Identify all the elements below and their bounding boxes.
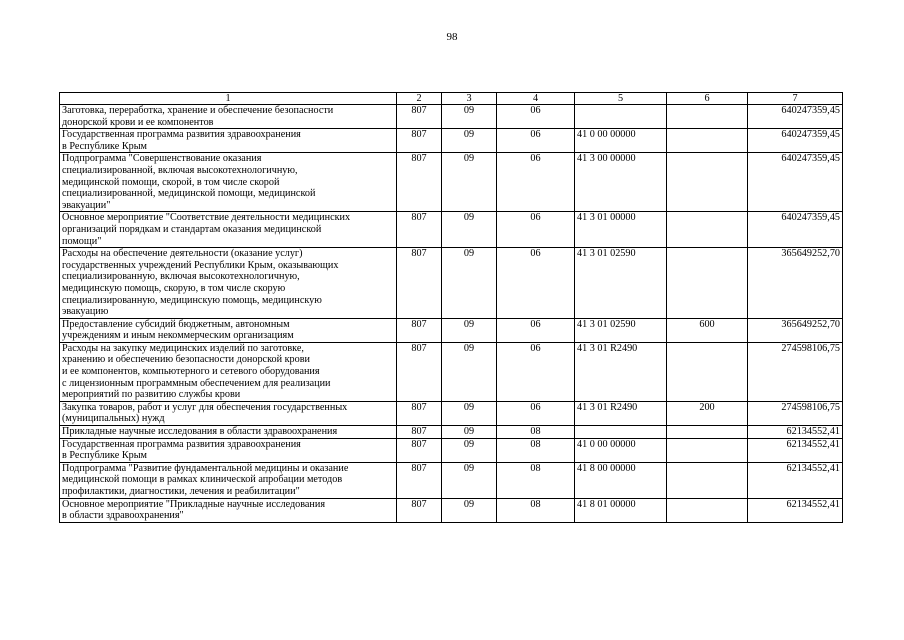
row-expense-type	[667, 462, 748, 498]
row-amount: 640247359,45	[748, 212, 843, 248]
row-expense-type	[667, 212, 748, 248]
row-amount: 274598106,75	[748, 401, 843, 425]
table-row	[60, 105, 843, 129]
row-amount: 365649252,70	[748, 248, 843, 319]
col-header-2: 2	[397, 93, 442, 105]
table-row	[60, 248, 843, 319]
row-section-code: 09	[442, 401, 497, 425]
row-section-code: 09	[442, 498, 497, 522]
row-ministry-code: 807	[397, 426, 442, 439]
table-row	[60, 212, 843, 248]
table-row	[60, 498, 843, 522]
row-subsection-code: 06	[497, 248, 575, 319]
row-target-code	[575, 105, 667, 129]
row-expense-type: 600	[667, 318, 748, 342]
row-ministry-code: 807	[397, 462, 442, 498]
row-section-code: 09	[442, 105, 497, 129]
table-row	[60, 129, 843, 153]
row-target-code: 41 3 01 00000	[575, 212, 667, 248]
row-expense-type	[667, 105, 748, 129]
row-section-code: 09	[442, 318, 497, 342]
row-target-code: 41 3 01 02590	[575, 248, 667, 319]
row-expense-type	[667, 342, 748, 401]
row-amount: 640247359,45	[748, 105, 843, 129]
row-target-code: 41 3 00 00000	[575, 153, 667, 212]
row-amount: 62134552,41	[748, 426, 843, 439]
table-row	[60, 401, 843, 425]
row-section-code: 09	[442, 212, 497, 248]
row-section-code: 09	[442, 342, 497, 401]
row-target-code	[575, 426, 667, 439]
table-row	[60, 438, 843, 462]
row-ministry-code: 807	[397, 498, 442, 522]
col-header-5: 5	[575, 93, 667, 105]
row-name: Основное мероприятие "Прикладные научные исследования в области здравоохранения"	[60, 498, 397, 522]
col-header-7: 7	[748, 93, 843, 105]
row-section-code: 09	[442, 426, 497, 439]
row-ministry-code: 807	[397, 153, 442, 212]
table-row	[60, 153, 843, 212]
row-target-code: 41 0 00 00000	[575, 438, 667, 462]
row-subsection-code: 06	[497, 401, 575, 425]
row-section-code: 09	[442, 129, 497, 153]
col-header-3: 3	[442, 93, 497, 105]
row-ministry-code: 807	[397, 248, 442, 319]
row-amount: 62134552,41	[748, 498, 843, 522]
row-expense-type	[667, 248, 748, 319]
row-expense-type	[667, 129, 748, 153]
row-subsection-code: 06	[497, 129, 575, 153]
row-expense-type	[667, 498, 748, 522]
row-name: Закупка товаров, работ и услуг для обеспечения государственных (муниципальных) нужд	[60, 401, 397, 425]
row-ministry-code: 807	[397, 212, 442, 248]
table-row	[60, 318, 843, 342]
row-name: Расходы на обеспечение деятельности (оказание услуг) государственных учреждений Республики Крым, оказывающих специализированную, включая высокотехнологичную, медицинскую помощь, скорую, в том числе скорую специализированную, медицинскую помощь, медицинскую эвакуацию	[60, 248, 397, 319]
row-section-code: 09	[442, 153, 497, 212]
row-ministry-code: 807	[397, 129, 442, 153]
row-target-code: 41 3 01 R2490	[575, 342, 667, 401]
row-name: Расходы на закупку медицинских изделий по заготовке, хранению и обеспечению безопасности донорской крови и ее компонентов, компьютерного и сетевого оборудования с лицензионным программным обеспечением для реализации мероприятий по развитию службы крови	[60, 342, 397, 401]
row-section-code: 09	[442, 248, 497, 319]
col-header-1: 1	[60, 93, 397, 105]
row-subsection-code: 08	[497, 438, 575, 462]
row-amount: 62134552,41	[748, 438, 843, 462]
row-ministry-code: 807	[397, 401, 442, 425]
row-ministry-code: 807	[397, 318, 442, 342]
row-expense-type	[667, 153, 748, 212]
table-row	[60, 342, 843, 401]
row-name: Государственная программа развития здравоохранения в Республике Крым	[60, 438, 397, 462]
row-name: Подпрограмма "Совершенствование оказания специализированной, включая высокотехнологичную, медицинской помощи, скорой, в том числе скорой специализированной, медицинской помощи, медицинской эвакуации"	[60, 153, 397, 212]
row-subsection-code: 06	[497, 153, 575, 212]
row-amount: 62134552,41	[748, 462, 843, 498]
row-subsection-code: 06	[497, 318, 575, 342]
row-name: Основное мероприятие "Соответствие деятельности медицинских организаций порядкам и стандартам оказания медицинской помощи"	[60, 212, 397, 248]
table-row	[60, 426, 843, 439]
row-name: Государственная программа развития здравоохранения в Республике Крым	[60, 129, 397, 153]
row-subsection-code: 06	[497, 212, 575, 248]
table-row	[60, 462, 843, 498]
row-ministry-code: 807	[397, 342, 442, 401]
row-name: Предоставление субсидий бюджетным, автономным учреждениям и иным некоммерческим организациям	[60, 318, 397, 342]
row-subsection-code: 06	[497, 342, 575, 401]
row-target-code: 41 3 01 R2490	[575, 401, 667, 425]
row-section-code: 09	[442, 462, 497, 498]
row-expense-type	[667, 438, 748, 462]
header-row	[60, 93, 843, 105]
row-target-code: 41 0 00 00000	[575, 129, 667, 153]
row-subsection-code: 06	[497, 105, 575, 129]
row-expense-type	[667, 426, 748, 439]
row-target-code: 41 8 00 00000	[575, 462, 667, 498]
row-subsection-code: 08	[497, 426, 575, 439]
row-amount: 365649252,70	[748, 318, 843, 342]
row-ministry-code: 807	[397, 438, 442, 462]
row-target-code: 41 3 01 02590	[575, 318, 667, 342]
row-subsection-code: 08	[497, 498, 575, 522]
col-header-4: 4	[497, 93, 575, 105]
row-section-code: 09	[442, 438, 497, 462]
row-name: Подпрограмма "Развитие фундаментальной медицины и оказание медицинской помощи в рамках клинической апробации методов профилактики, диагностики, лечения и реабилитации"	[60, 462, 397, 498]
row-target-code: 41 8 01 00000	[575, 498, 667, 522]
row-subsection-code: 08	[497, 462, 575, 498]
row-amount: 640247359,45	[748, 129, 843, 153]
budget-table	[59, 92, 843, 523]
row-amount: 640247359,45	[748, 153, 843, 212]
row-name: Прикладные научные исследования в области здравоохранения	[60, 426, 397, 439]
col-header-6: 6	[667, 93, 748, 105]
row-amount: 274598106,75	[748, 342, 843, 401]
row-ministry-code: 807	[397, 105, 442, 129]
row-expense-type: 200	[667, 401, 748, 425]
page-number: 98	[446, 31, 458, 43]
row-name: Заготовка, переработка, хранение и обеспечение безопасности донорской крови и ее компонентов	[60, 105, 397, 129]
